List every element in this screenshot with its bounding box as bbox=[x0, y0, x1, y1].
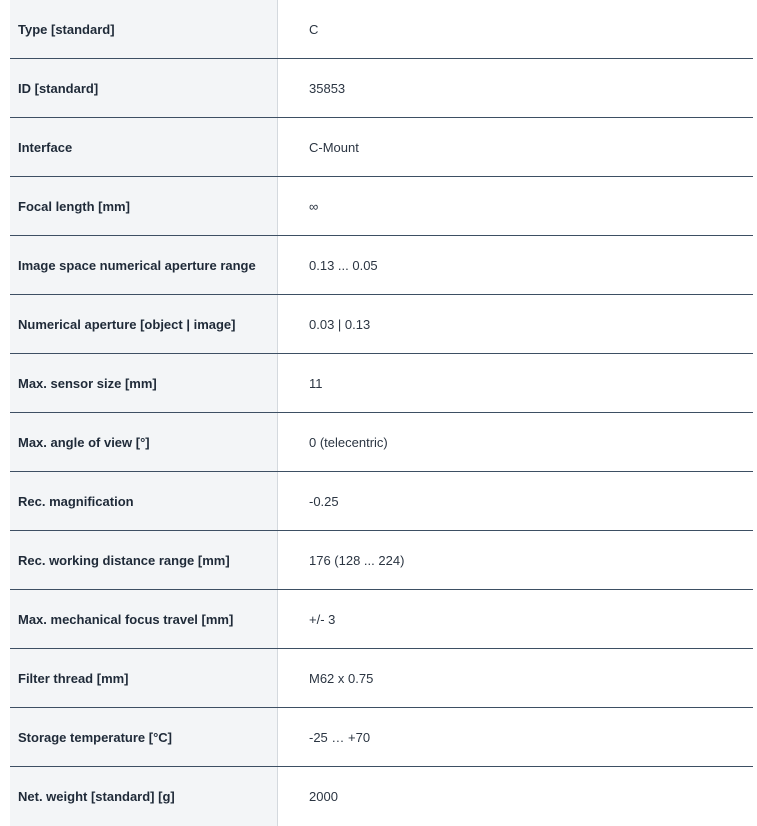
spec-value: -25 … +70 bbox=[278, 708, 753, 766]
spec-row-focus-travel bbox=[10, 590, 753, 649]
spec-value: 176 (128 ... 224) bbox=[278, 531, 753, 589]
spec-label: Max. mechanical focus travel [mm] bbox=[10, 590, 278, 648]
spec-value: 0 (telecentric) bbox=[278, 413, 753, 471]
spec-row-max-sensor-size bbox=[10, 354, 753, 413]
spec-table bbox=[10, 0, 753, 826]
spec-label: Rec. magnification bbox=[10, 472, 278, 530]
spec-label: Filter thread [mm] bbox=[10, 649, 278, 707]
spec-value: ∞ bbox=[278, 177, 753, 235]
spec-row-max-angle-of-view bbox=[10, 413, 753, 472]
spec-label: Max. angle of view [°] bbox=[10, 413, 278, 471]
spec-row-net-weight bbox=[10, 767, 753, 826]
spec-value: 11 bbox=[278, 354, 753, 412]
spec-value: 2000 bbox=[278, 767, 753, 826]
spec-label: Numerical aperture [object | image] bbox=[10, 295, 278, 353]
spec-label: Focal length [mm] bbox=[10, 177, 278, 235]
spec-row-numerical-aperture bbox=[10, 295, 753, 354]
spec-label: Rec. working distance range [mm] bbox=[10, 531, 278, 589]
spec-value: C bbox=[278, 0, 753, 58]
spec-row-focal-length bbox=[10, 177, 753, 236]
spec-label: Interface bbox=[10, 118, 278, 176]
spec-label: Image space numerical aperture range bbox=[10, 236, 278, 294]
spec-value: M62 x 0.75 bbox=[278, 649, 753, 707]
spec-row-interface bbox=[10, 118, 753, 177]
spec-row-storage-temperature bbox=[10, 708, 753, 767]
spec-value: +/- 3 bbox=[278, 590, 753, 648]
spec-row-rec-working-distance bbox=[10, 531, 753, 590]
spec-value: C-Mount bbox=[278, 118, 753, 176]
spec-row-type bbox=[10, 0, 753, 59]
spec-value: 35853 bbox=[278, 59, 753, 117]
spec-row-id bbox=[10, 59, 753, 118]
spec-value: 0.03 | 0.13 bbox=[278, 295, 753, 353]
spec-label: Max. sensor size [mm] bbox=[10, 354, 278, 412]
spec-row-rec-magnification bbox=[10, 472, 753, 531]
spec-label: Storage temperature [°C] bbox=[10, 708, 278, 766]
spec-value: -0.25 bbox=[278, 472, 753, 530]
spec-label: Type [standard] bbox=[10, 0, 278, 58]
spec-label: ID [standard] bbox=[10, 59, 278, 117]
spec-row-image-space-na-range bbox=[10, 236, 753, 295]
spec-row-filter-thread bbox=[10, 649, 753, 708]
spec-value: 0.13 ... 0.05 bbox=[278, 236, 753, 294]
spec-label: Net. weight [standard] [g] bbox=[10, 767, 278, 826]
